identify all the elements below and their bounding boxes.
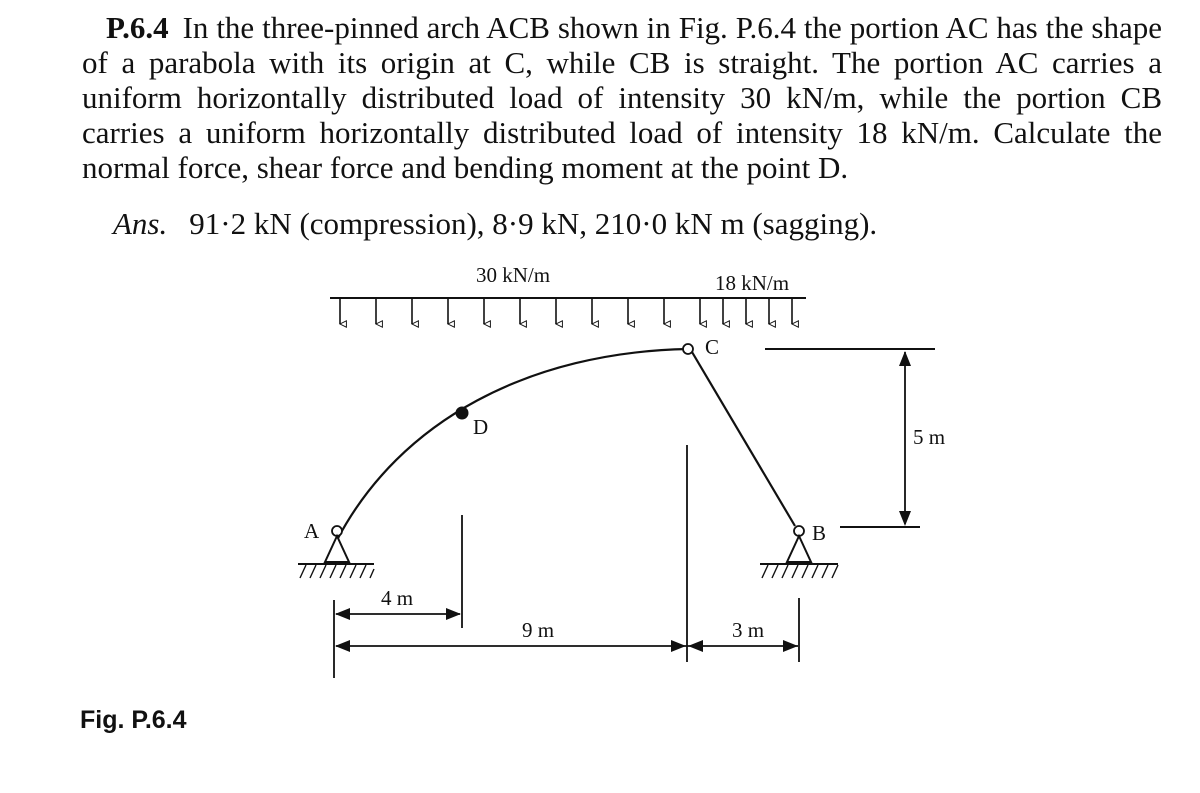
straight-member-cb — [692, 352, 795, 526]
label-d: D — [473, 415, 489, 439]
height-arrow-top — [899, 351, 911, 366]
arrow-a-c-left — [335, 640, 350, 652]
dim-label-height: 5 m — [913, 425, 946, 449]
height-dimension — [765, 349, 935, 527]
pin-c — [683, 344, 693, 354]
support-a-triangle — [325, 536, 349, 562]
load-arrows — [340, 298, 792, 324]
point-d-marker — [456, 407, 469, 420]
arrow-a-d-left — [335, 608, 350, 620]
support-b-hatch — [762, 565, 838, 578]
arrow-a-c-right — [671, 640, 686, 652]
dim-label-c-b: 3 m — [731, 618, 765, 642]
problem-text: In the three-pinned arch ACB shown in Fig. P.6.4 the portion AC has the shape of a parabola with its origin at C, while CB is straight. The portion AC carries a uniform horizontally distributed load of intensity 30 kN/m, while the portion CB carries a uniform horizontally distributed load of intensity 18 kN/m. Calculate the normal force, shear force and bending moment at the point D. — [82, 10, 1162, 185]
label-b: B — [812, 521, 827, 545]
answer-label: Ans. — [113, 206, 168, 241]
parabolic-member-ac — [337, 349, 688, 540]
figure-caption: Fig. P.6.4 — [80, 706, 187, 734]
dim-label-a-d: 4 m — [380, 586, 414, 610]
dim-label-d-c: 9 m — [521, 618, 555, 642]
arrow-a-d-right — [446, 608, 461, 620]
support-b-triangle — [787, 536, 811, 562]
label-c: C — [705, 335, 720, 359]
load-label-ac: 30 kN/m — [475, 263, 551, 287]
answer-text: 91·2 kN (compression), 8·9 kN, 210·0 kN m (sagging). — [189, 206, 878, 241]
support-a-hatch — [300, 565, 374, 578]
support-b — [760, 526, 838, 578]
distributed-load — [330, 298, 806, 324]
horizontal-dimensions — [334, 445, 799, 678]
height-arrow-bottom — [899, 511, 911, 526]
load-label-cb: 18 kN/m — [714, 271, 790, 295]
arrow-c-b-left — [688, 640, 703, 652]
problem-number: P.6.4 — [106, 10, 169, 45]
arrow-c-b-right — [783, 640, 798, 652]
label-a: A — [304, 519, 320, 543]
